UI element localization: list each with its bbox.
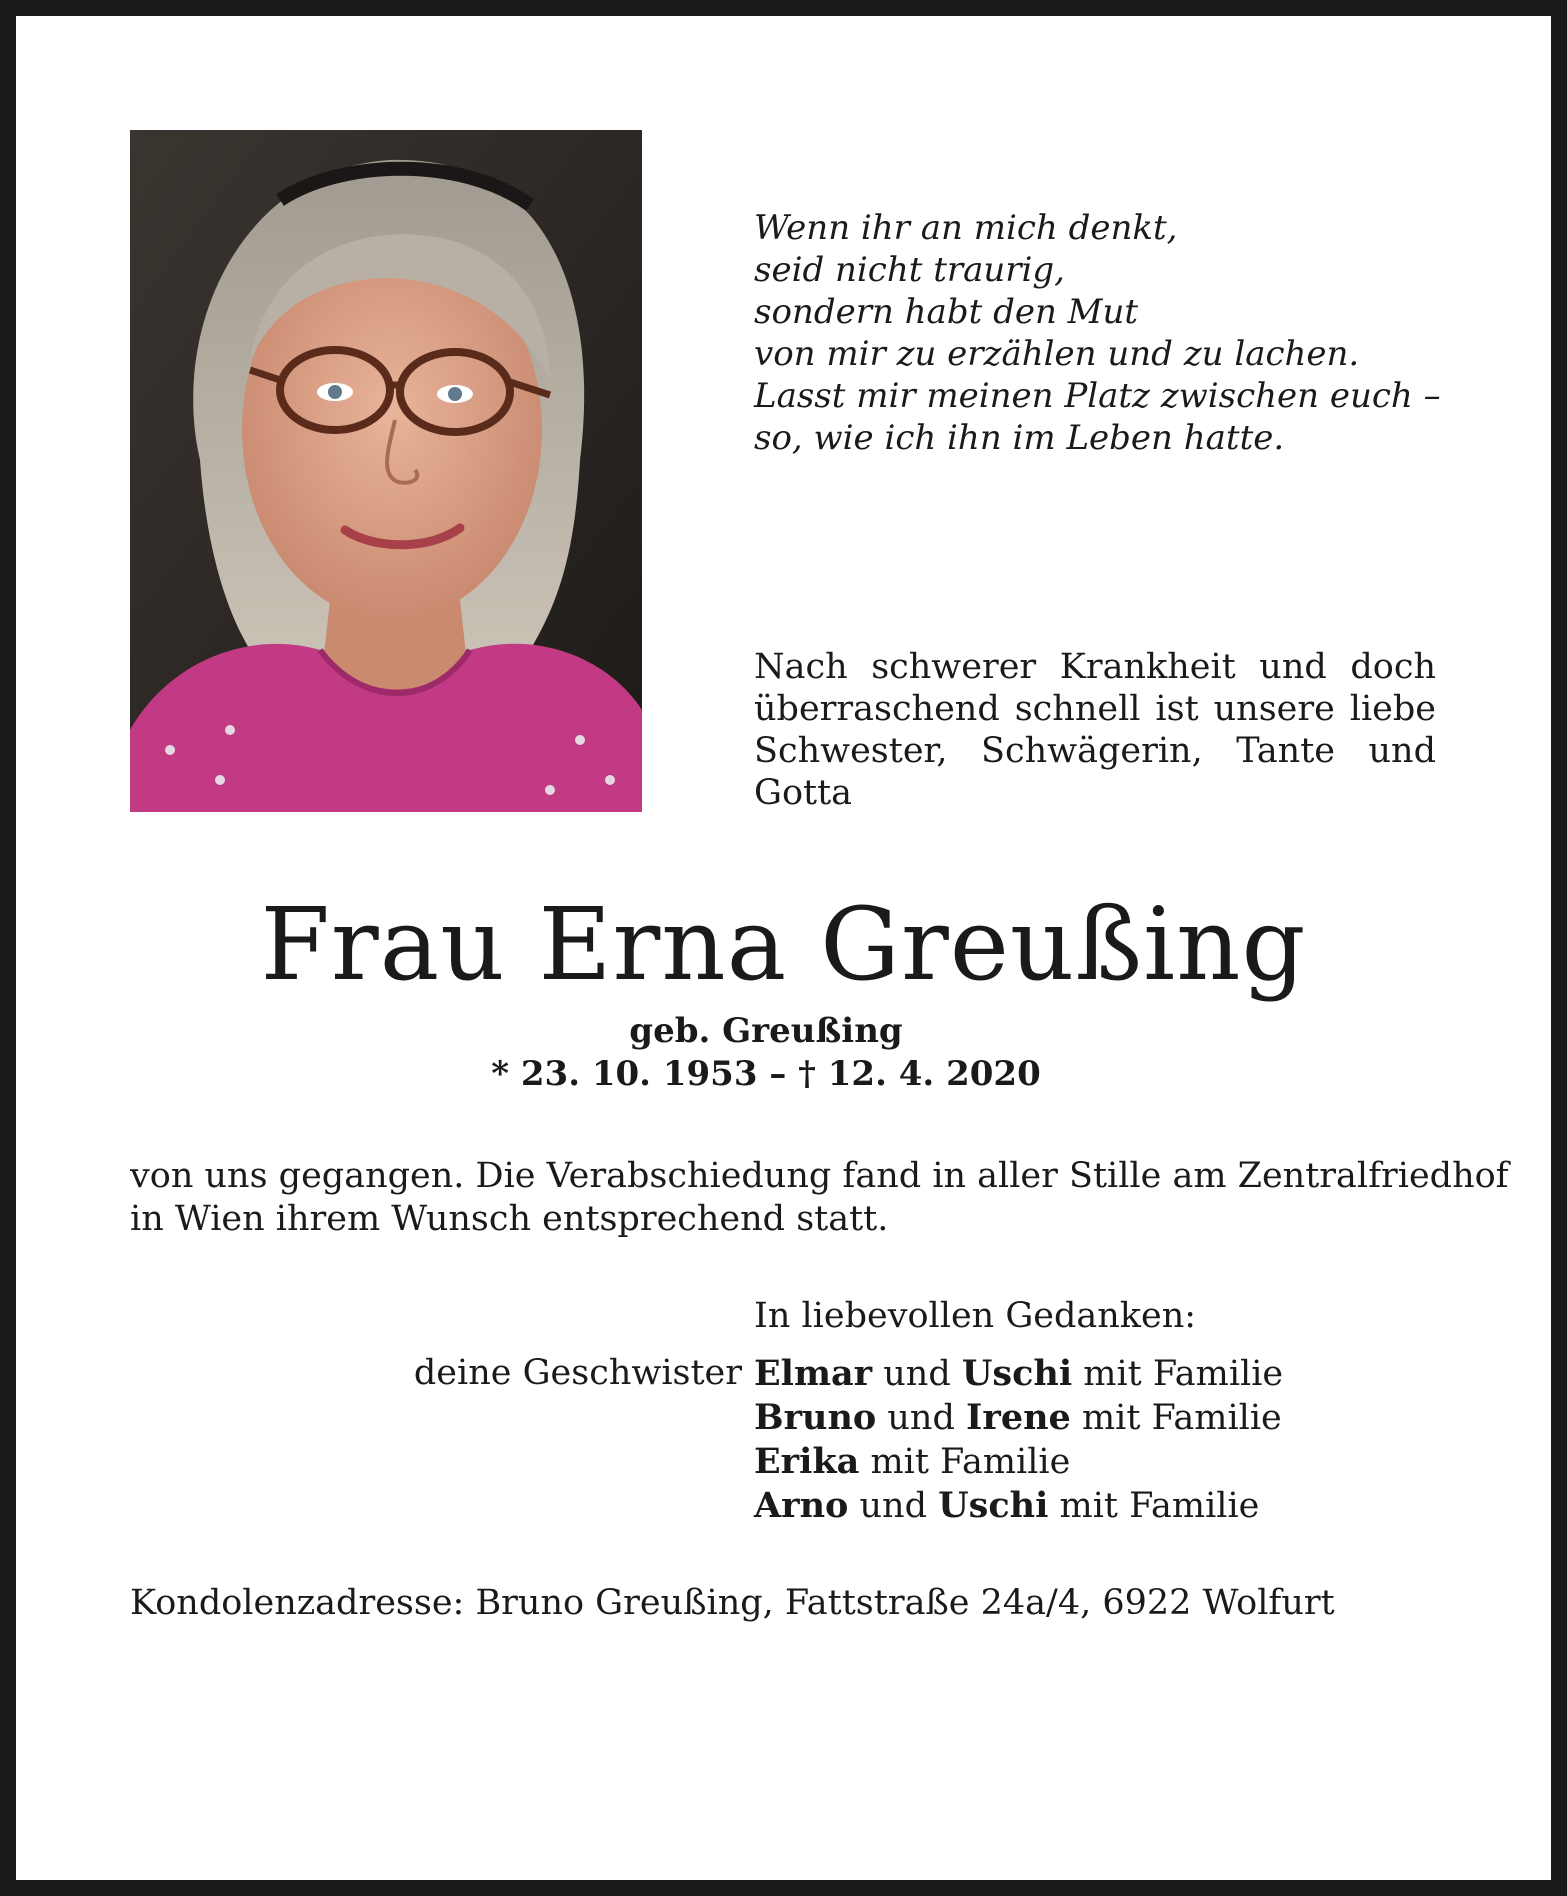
mourners-heading: In liebevollen Gedanken: xyxy=(754,1296,1197,1336)
mourners-list xyxy=(754,1352,1283,1528)
poem-line: Lasst mir meinen Platz zwischen euch – xyxy=(754,376,1441,416)
mourner-name: Irene xyxy=(966,1397,1071,1438)
mourner-name: Elmar xyxy=(754,1353,873,1394)
mourner-name: Bruno xyxy=(754,1397,877,1438)
mourner-row xyxy=(754,1352,1283,1396)
intro-line: Schwester, Schwägerin, Tante und xyxy=(754,731,1436,771)
condolence-address: Kondolenzadresse: Bruno Greußing, Fattstraße 24a/4, 6922 Wolfurt xyxy=(130,1583,1335,1623)
mourner-conjunction: und xyxy=(848,1486,939,1526)
poem-line: sondern habt den Mut xyxy=(754,292,1139,332)
body-line: von uns gegangen. Die Verabschiedung fand in aller Stille am Zentralfriedhof xyxy=(130,1156,1509,1196)
mourner-name: Erika xyxy=(754,1441,860,1482)
poem-line: Wenn ihr an mich denkt, xyxy=(754,208,1178,248)
poem-line: von mir zu erzählen und zu lachen. xyxy=(754,334,1360,374)
memorial-poem xyxy=(754,207,1454,459)
mourner-conjunction: und xyxy=(876,1398,967,1438)
poem-line: so, wie ich ihn im Leben hatte. xyxy=(754,418,1285,458)
intro-line: Gotta xyxy=(754,773,853,813)
mourner-name: Uschi xyxy=(938,1485,1049,1526)
mourner-suffix: mit Familie xyxy=(1048,1486,1260,1526)
mourner-row xyxy=(754,1396,1283,1440)
mourner-suffix: mit Familie xyxy=(1072,1354,1284,1394)
body-line: in Wien ihrem Wunsch entsprechend statt. xyxy=(130,1199,889,1239)
mourner-conjunction: und xyxy=(872,1354,962,1394)
poem-line: seid nicht traurig, xyxy=(754,250,1065,290)
portrait-photo xyxy=(130,130,642,812)
intro-paragraph xyxy=(754,646,1436,814)
mourner-name: Uschi xyxy=(961,1353,1073,1394)
mourner-suffix: mit Familie xyxy=(859,1442,1071,1482)
mourner-suffix: mit Familie xyxy=(1070,1398,1282,1438)
deceased-name: Frau Erna Greußing xyxy=(260,886,1307,1003)
funeral-notice-text xyxy=(130,1155,1509,1241)
siblings-label: deine Geschwister xyxy=(413,1353,742,1393)
mourner-name: Arno xyxy=(754,1485,849,1526)
mourner-row xyxy=(754,1484,1283,1528)
maiden-name: geb. Greußing xyxy=(629,1011,903,1051)
intro-line: überraschend schnell ist unsere liebe xyxy=(754,689,1436,729)
mourner-row xyxy=(754,1440,1283,1484)
intro-line: Nach schwerer Krankheit und doch xyxy=(754,647,1436,687)
life-dates: * 23. 10. 1953 – † 12. 4. 2020 xyxy=(491,1054,1041,1094)
